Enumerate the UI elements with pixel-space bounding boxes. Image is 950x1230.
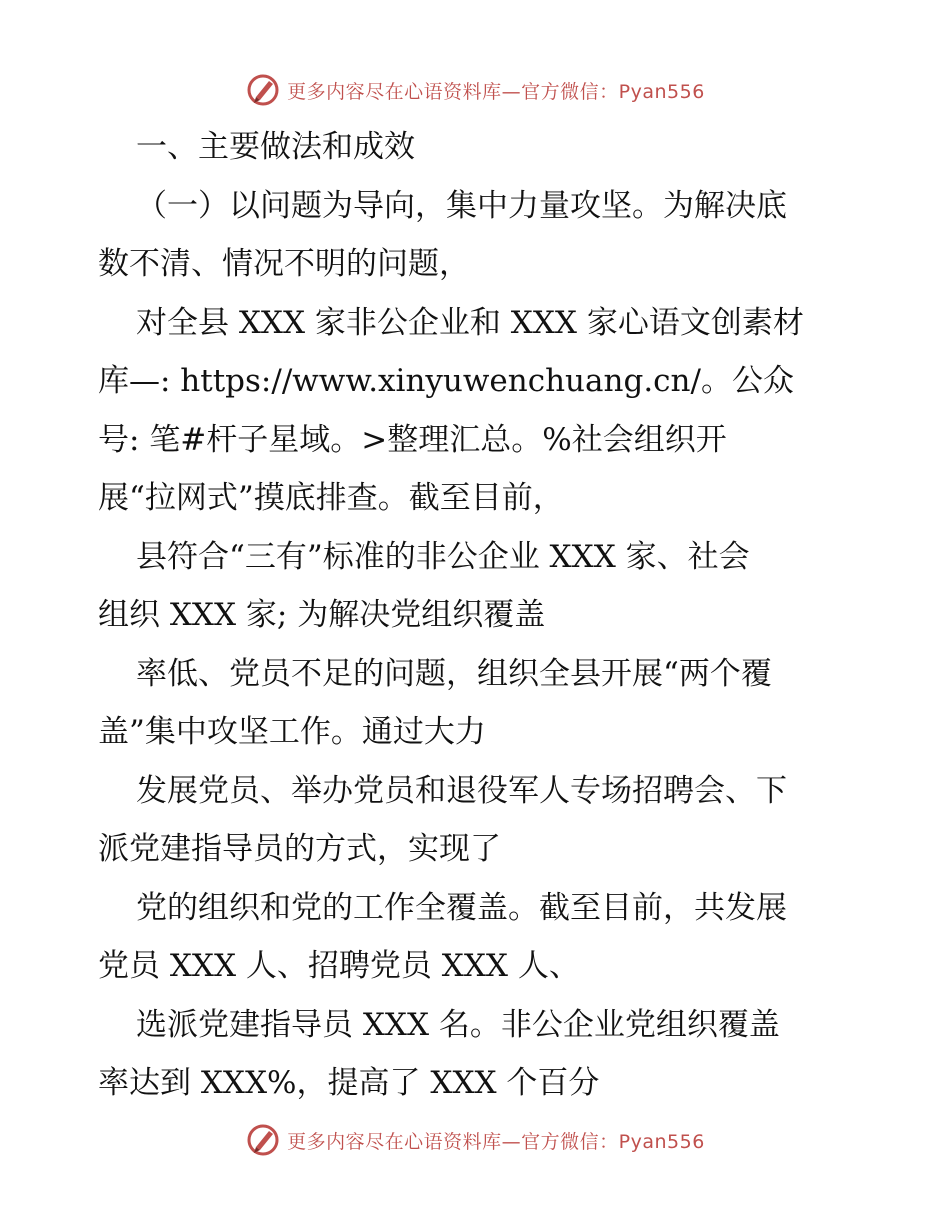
body-line: 派党建指导员的方式，实现了 [98, 831, 501, 867]
body-line: 库—: https://www.xinyuwenchuang.cn/。公众 [98, 363, 794, 399]
pen-logo-icon [245, 72, 281, 108]
body-line: 选派党建指导员 XXX 名。非公企业党组织覆盖 [136, 1006, 780, 1043]
body-line: 率低、党员不足的问题，组织全县开展“两个覆 [136, 655, 772, 692]
body-line: 数不清、情况不明的问题， [98, 246, 470, 282]
document-body [98, 118, 858, 1113]
body-line: 党的组织和党的工作全覆盖。截至目前，共发展 [136, 889, 787, 926]
body-line: 发展党员、举办党员和退役军人专场招聘会、下 [136, 772, 787, 809]
watermark-text: 更多内容尽在心语资料库—官方微信：Pyan556 [287, 80, 705, 103]
watermark-text: 更多内容尽在心语资料库—官方微信：Pyan556 [287, 1130, 705, 1153]
header-watermark [0, 70, 950, 110]
body-line: 党员 XXX 人、招聘党员 XXX 人、 [98, 948, 580, 984]
body-line: 对全县 XXX 家非公企业和 XXX 家心语文创素材 [136, 304, 804, 341]
body-line: （一）以问题为导向，集中力量攻坚。为解决底 [136, 187, 787, 224]
body-line: 一、主要做法和成效 [136, 129, 415, 165]
body-line: 展“拉网式”摸底排查。截至目前， [98, 480, 564, 516]
body-line: 号: 笔#杆子星域。>整理汇总。%社会组织开 [98, 421, 727, 458]
body-line: 盖”集中攻坚工作。通过大力 [98, 714, 486, 750]
body-line: 县符合“三有”标准的非公企业 XXX 家、社会 [136, 538, 750, 575]
body-line: 组织 XXX 家; 为解决党组织覆盖 [98, 597, 546, 633]
body-line: 率达到 XXX%，提高了 XXX 个百分 [98, 1065, 600, 1101]
pen-logo-icon [245, 1122, 281, 1158]
footer-watermark [0, 1120, 950, 1160]
